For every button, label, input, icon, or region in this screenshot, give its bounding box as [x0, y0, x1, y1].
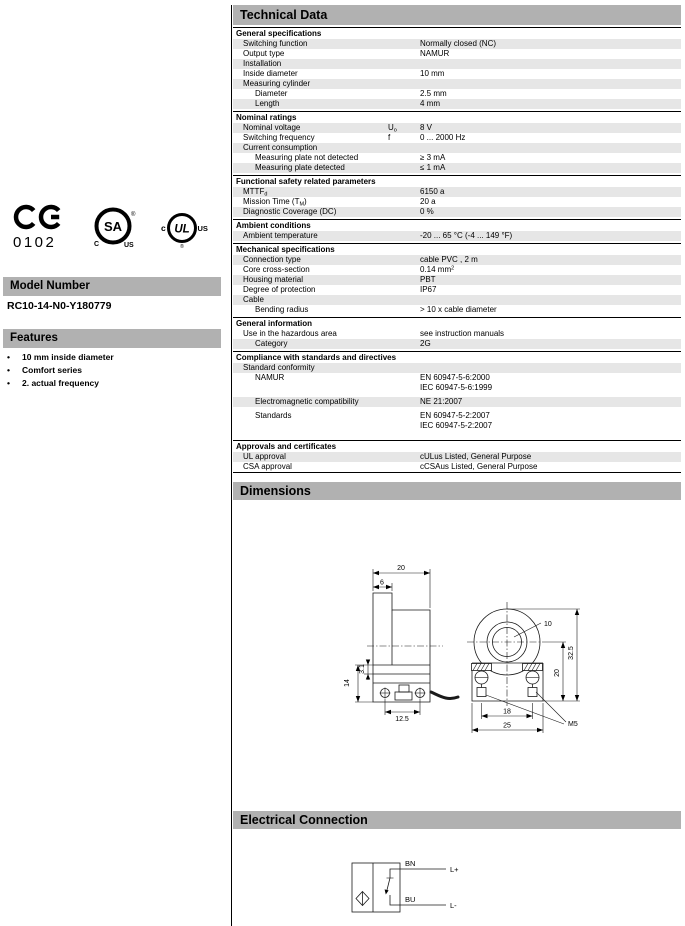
spec-value: PBT [420, 275, 436, 284]
spec-value: ≥ 3 mA [420, 153, 446, 162]
features-bar [3, 329, 221, 348]
wire-label-bn: BN [405, 859, 416, 868]
model-number-value: RC10-14-N0-Y180779 [7, 300, 112, 312]
ul-c-label: c [161, 223, 166, 233]
spec-value-line2: IEC 60947-5-6:1999 [420, 383, 493, 392]
technical-data-title: Technical Data [240, 8, 328, 22]
spec-row [233, 153, 681, 163]
feature-item [7, 364, 114, 377]
spec-symbol: f [388, 133, 391, 142]
section-heading: Ambient conditions [233, 219, 681, 231]
ce-mark-icon [13, 203, 63, 233]
spec-label: Current consumption [243, 143, 318, 152]
spec-value: NE 21:2007 [420, 397, 463, 406]
ul-us-label: US [197, 224, 208, 233]
csa-reg-label: ® [131, 212, 136, 218]
electrical-connection-bar [233, 811, 681, 829]
dim-label-total-height: 32.5 [568, 646, 575, 660]
spec-label: Diagnostic Coverage (DC) [243, 207, 337, 216]
spec-value-line2: IEC 60947-5-2:2007 [420, 421, 493, 430]
spec-row [233, 133, 681, 143]
spec-value: Normally closed (NC) [420, 39, 497, 48]
csa-inner-label: SA [103, 219, 123, 234]
section-heading: General information [233, 317, 681, 329]
spec-label: Degree of protection [243, 285, 316, 294]
spec-value: 2G [420, 339, 431, 348]
spec-row [233, 363, 681, 373]
spec-label: Standards [255, 411, 292, 420]
spec-label: Diameter [255, 89, 288, 98]
terminal-label-lminus: L- [450, 901, 457, 910]
spec-row [233, 231, 681, 241]
spec-label: $MTTF_d$ [243, 187, 268, 198]
features-list [7, 351, 114, 390]
spec-label: Connection type [243, 255, 301, 264]
ul-inner-label: UL [174, 223, 190, 236]
dim-label-base-height: 20 [554, 669, 561, 677]
model-number-title: Model Number [10, 280, 90, 292]
spec-row [233, 397, 681, 407]
spec-label: Inside diameter [243, 69, 298, 78]
spec-row [233, 305, 681, 315]
section-heading: Approvals and certificates [233, 440, 681, 452]
section-heading: Mechanical specifications [233, 243, 681, 255]
spec-value: 4 mm [420, 99, 440, 108]
dim-label-side-width: 20 [397, 565, 405, 572]
spec-label: Nominal voltage [243, 123, 301, 132]
spec-value: see instruction manuals [420, 329, 505, 338]
ul-mark-icon [157, 210, 213, 250]
spec-value: 0 ... 2000 Hz [420, 133, 466, 142]
spec-label: Measuring cylinder [243, 79, 311, 88]
spec-label: Bending radius [255, 305, 309, 314]
spec-value: 0.14 $mm^2$ [420, 265, 455, 274]
spec-row [233, 123, 681, 133]
spec-value: NAMUR [420, 49, 450, 58]
spec-label: Cable [243, 295, 264, 304]
spec-label: Length [255, 99, 280, 108]
spec-row [233, 163, 681, 173]
spec-row [233, 49, 681, 59]
spec-row [233, 462, 681, 472]
spec-label: Category [255, 339, 288, 348]
spec-row [233, 411, 681, 431]
spec-label: Measuring plate not detected [255, 153, 359, 162]
technical-data-table [233, 27, 681, 473]
spec-value: cCSAus Listed, General Purpose [420, 462, 538, 471]
spec-value: 20 a [420, 197, 436, 206]
spec-label: Electromagnetic compatibility [255, 397, 359, 406]
technical-data-bar [233, 5, 681, 25]
features-title: Features [10, 332, 58, 344]
ul-reg-label: ® [180, 244, 184, 250]
spec-row [233, 197, 681, 207]
spec-row [233, 329, 681, 339]
electrical-connection-title: Electrical Connection [240, 813, 368, 827]
spec-row [233, 207, 681, 217]
spec-row [233, 452, 681, 462]
spec-label: CSA approval [243, 462, 292, 471]
dim-label-screw: M5 [568, 721, 578, 728]
feature-text: 2. actual frequency [22, 378, 100, 388]
dim-label-side-step: 6 [380, 579, 384, 587]
feature-text: 10 mm inside diameter [22, 352, 114, 362]
dim-label-side-holes: 12.5 [395, 716, 409, 723]
dimension-drawing [323, 552, 668, 752]
feature-item [7, 351, 114, 364]
spec-label: Standard conformity [243, 363, 315, 372]
spec-value: IP67 [420, 285, 437, 294]
bullet-icon: • [7, 365, 10, 375]
terminal-label-lplus: L+ [450, 865, 459, 874]
spec-row [233, 295, 681, 305]
model-number-bar [3, 277, 221, 296]
wire-label-bu: BU [405, 895, 416, 904]
spec-value: > 10 x cable diameter [420, 305, 497, 314]
dim-label-bore: 10 [544, 621, 552, 628]
spec-label: Installation [243, 59, 282, 68]
dim-label-base-width: 25 [503, 722, 511, 730]
spec-value: cULus Listed, General Purpose [420, 452, 532, 461]
spec-label: Mission Time $(T_M)$ [243, 197, 307, 208]
spec-value: EN 60947-5-6:2000 IEC 60947-5-6:1999 [420, 373, 493, 392]
spec-label: UL approval [243, 452, 286, 461]
spec-label: Housing material [243, 275, 304, 284]
dim-label-side-height: 14 [344, 679, 351, 687]
spec-label: Use in the hazardous area [243, 329, 337, 338]
spec-label: Ambient temperature [243, 231, 318, 240]
bullet-icon: • [7, 378, 10, 388]
csa-us-label: US [124, 242, 134, 249]
spec-row [233, 39, 681, 49]
spec-row [233, 99, 681, 109]
dim-label-hole-spacing: 18 [503, 708, 511, 716]
spec-symbol: $U_o$ [388, 123, 397, 134]
spec-row [233, 255, 681, 265]
spec-value: 0 % [420, 207, 434, 216]
spec-row [233, 275, 681, 285]
spec-row [233, 59, 681, 69]
spec-value: 2.5 mm [420, 89, 447, 98]
spec-row [233, 79, 681, 89]
column-divider [231, 5, 232, 926]
spec-row [233, 265, 681, 275]
spec-label: Switching frequency [243, 133, 315, 142]
spec-value: ≤ 1 mA [420, 163, 446, 172]
bullet-icon: • [7, 352, 10, 362]
dim-label-side-step-h: 3.1 [359, 664, 366, 674]
spec-row [233, 143, 681, 153]
section-heading: Compliance with standards and directives [233, 351, 681, 363]
spec-value: -20 ... 65 °C (-4 ... 149 °F) [420, 231, 513, 240]
spec-value: 8 V [420, 123, 433, 132]
feature-text: Comfort series [22, 365, 82, 375]
dimensions-bar [233, 482, 681, 500]
spec-value: cable PVC , 2 m [420, 255, 478, 264]
spec-row [233, 89, 681, 99]
section-heading: Functional safety related parameters [233, 175, 681, 187]
spec-value: 10 mm [420, 69, 445, 78]
dimensions-title: Dimensions [240, 484, 311, 498]
electrical-connection-diagram [333, 848, 493, 923]
csa-mark-icon [90, 205, 142, 249]
spec-label: Core cross-section [243, 265, 310, 274]
spec-value: EN 60947-5-2:2007 IEC 60947-5-2:2007 [420, 411, 493, 430]
ce-number: 0102 [13, 234, 57, 251]
spec-label: Switching function [243, 39, 308, 48]
spec-value: 6150 a [420, 187, 445, 196]
section-heading: General specifications [233, 27, 681, 39]
spec-row [233, 187, 681, 197]
feature-item [7, 377, 114, 390]
spec-label: NAMUR [255, 373, 285, 382]
spec-row [233, 69, 681, 79]
section-heading: Nominal ratings [233, 111, 681, 123]
spec-label: Measuring plate detected [255, 163, 345, 172]
spec-row [233, 339, 681, 349]
spec-row [233, 373, 681, 393]
spec-row [233, 285, 681, 295]
csa-c-label: C [94, 241, 100, 248]
spec-label: Output type [243, 49, 285, 58]
